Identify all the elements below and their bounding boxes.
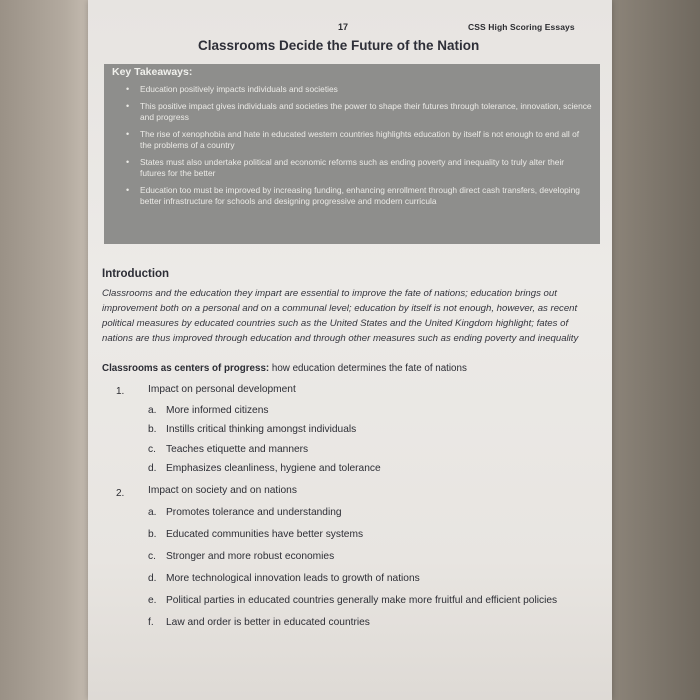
subpoint-letter: c. xyxy=(148,444,156,455)
outline-point: Impact on society and on nations xyxy=(148,485,297,496)
progress-heading xyxy=(102,363,594,374)
subpoint-letter: a. xyxy=(148,405,157,416)
subpoint-letter: f. xyxy=(148,617,154,628)
key-takeaways-heading: Key Takeaways: xyxy=(112,66,193,78)
running-head: CSS High Scoring Essays xyxy=(468,22,575,32)
subpoint-text: Law and order is better in educated countries xyxy=(166,617,370,628)
subpoint-text: Instills critical thinking amongst individuals xyxy=(166,424,357,435)
subpoint-text: Emphasizes cleanliness, hygiene and tolerance xyxy=(166,463,381,474)
key-takeaways-box xyxy=(104,64,600,244)
takeaway-text: Education too must be improved by increasing funding, enhancing enrollment through direct cash transfers, developing better infrastructure for schools and designing progressive and modern curricula xyxy=(140,185,580,206)
progress-heading-bold: Classrooms as centers of progress: xyxy=(102,363,270,374)
bullet-icon: • xyxy=(126,129,130,139)
introduction-heading: Introduction xyxy=(102,268,170,280)
outline-number: 2. xyxy=(116,488,125,499)
subpoint-letter: a. xyxy=(148,507,157,518)
introduction-text: Classrooms and the education they impart are essential to improve the fate of nations; education brings out improvement both on a personal and on a communal level; education by itself is not enough, however, as recent political measures by educated countries such as the United States and the United Kingdom highlight; fates of nations are thus improved through education and through other measures such as ending poverty and inequality xyxy=(102,288,579,344)
takeaway-text: This positive impact gives individuals and societies the power to shape their futures through tolerance, innovation, science and progress xyxy=(140,101,592,122)
subpoint-text: Promotes tolerance and understanding xyxy=(166,507,342,518)
subpoint-text: Political parties in educated countries generally make more fruitful and efficient policies xyxy=(166,595,558,606)
outline-subpoint xyxy=(148,529,363,540)
subpoint-letter: b. xyxy=(148,529,157,540)
takeaway-item xyxy=(104,185,600,207)
takeaway-item xyxy=(104,84,600,95)
subpoint-letter: c. xyxy=(148,551,156,562)
table-surface-left xyxy=(0,0,92,700)
essay-title: Classrooms Decide the Future of the Nation xyxy=(198,38,480,53)
key-takeaways-list xyxy=(104,84,600,213)
page-number: 17 xyxy=(338,22,349,32)
table-surface-right xyxy=(608,0,700,700)
outline-subpoint xyxy=(148,405,268,416)
subpoint-text: Teaches etiquette and manners xyxy=(166,444,309,455)
takeaway-item xyxy=(104,157,600,179)
subpoint-letter: e. xyxy=(148,595,157,606)
bullet-icon: • xyxy=(126,101,130,111)
outline-subpoint xyxy=(148,595,557,606)
subpoint-text: Educated communities have better systems xyxy=(166,529,364,540)
outline-subpoint xyxy=(148,573,420,584)
takeaway-text: Education positively impacts individuals and societies xyxy=(140,84,338,94)
outline-point: Impact on personal development xyxy=(148,384,296,395)
outline-subpoint xyxy=(148,617,370,628)
bullet-icon: • xyxy=(126,84,130,94)
subpoint-text: Stronger and more robust economies xyxy=(166,551,335,562)
bullet-icon: • xyxy=(126,185,130,195)
takeaway-text: The rise of xenophobia and hate in educated western countries highlights education by itself is not enough to end all of the problems of a country xyxy=(140,129,580,150)
outline-subpoint xyxy=(148,444,308,455)
subpoint-letter: d. xyxy=(148,573,157,584)
progress-heading-rest: how education determines the fate of nations xyxy=(269,363,467,374)
outline-subpoint xyxy=(148,551,334,562)
subpoint-letter: b. xyxy=(148,424,157,435)
subpoint-text: More informed citizens xyxy=(166,405,269,416)
book-page xyxy=(88,0,612,700)
subpoint-text: More technological innovation leads to growth of nations xyxy=(166,573,420,584)
takeaway-text: States must also undertake political and economic reforms such as ending poverty and inequality to truly alter their futures for the better xyxy=(140,157,565,178)
bullet-icon: • xyxy=(126,157,130,167)
outline-subpoint xyxy=(148,424,356,435)
takeaway-item xyxy=(104,101,600,123)
outline-subpoint xyxy=(148,507,342,518)
subpoint-letter: d. xyxy=(148,463,157,474)
outline-subpoint xyxy=(148,463,381,474)
takeaway-item xyxy=(104,129,600,151)
outline-number: 1. xyxy=(116,386,125,397)
